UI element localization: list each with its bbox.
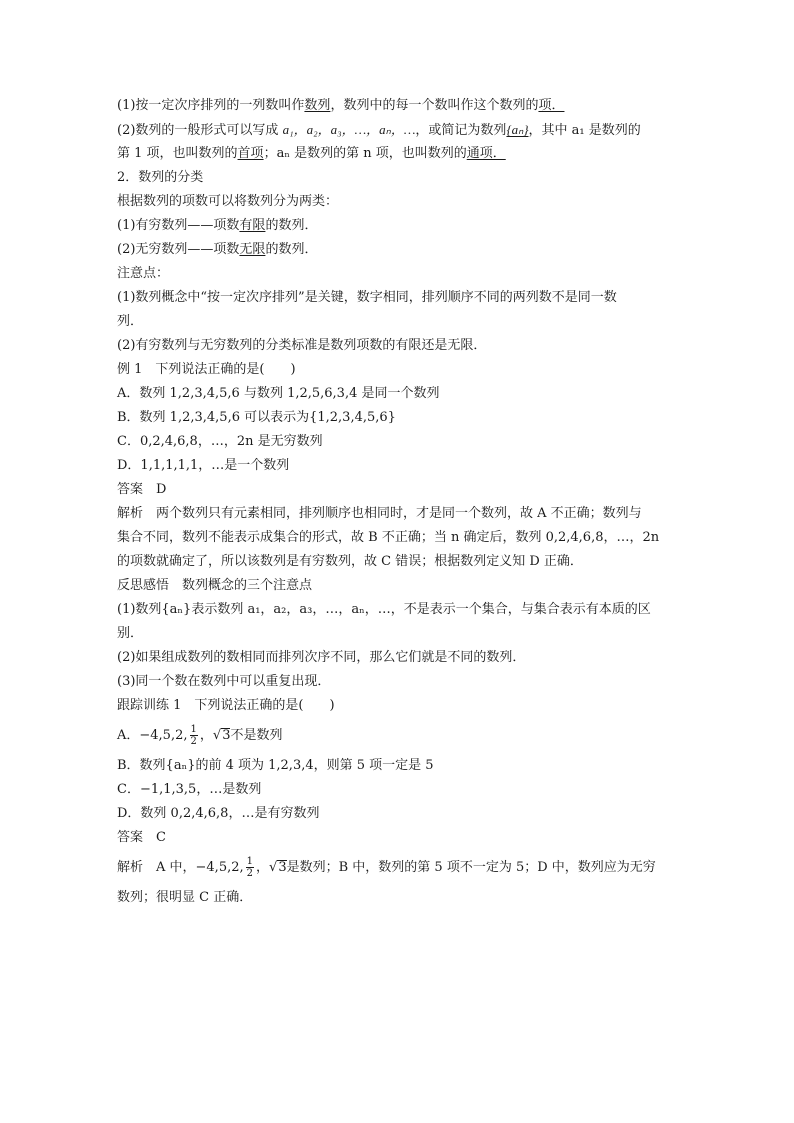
practice-explanation-cont: 数列；很明显 C 正确． [117,890,253,905]
definition-general-form-cont [117,142,685,166]
paragraph: 根据数列的项数可以将数列分为两类： [117,194,339,209]
numerator: 1 [246,856,253,867]
definition-sequence [117,94,685,118]
text: 解析 A 中，−4,5,2, [117,860,244,875]
text: (1)有穷数列——项数 [117,218,240,233]
practice-answer: 答案 C [117,830,166,845]
blank-answer-general-term: 通项． [466,146,506,161]
text: ；aₙ 是数列的第 n 项，也叫数列的 [263,146,467,161]
fraction [246,856,254,879]
sequence-terms: a₁，a₂，a₃，…，aₙ，… [282,122,416,137]
blank-answer-finite: 有限 [239,218,266,233]
example-explanation-cont: 的项数就确定了，所以该数列是有穷数列，故 C 错误；根据数列定义知 D 正确． [117,554,583,569]
note-item-1-cont: 列． [117,314,144,329]
text: 的数列． [265,242,318,257]
infinite-sequence-def [117,238,685,262]
reflection-item-2: (2)如果组成数列的数相同而排列次序不同，那么它们就是不同的数列． [117,650,526,665]
practice-option-b: B．数列{aₙ}的前 4 项为 1,2,3,4，则第 5 项一定是 5 [117,758,434,773]
note-item-2: (2)有穷数列与无穷数列的分类标准是数列项数的有限还是无限． [117,338,487,353]
text: 第 1 项，也叫数列的 [117,146,238,161]
reflection-item-1: (1)数列{aₙ}表示数列 a₁，a₂，a₃，…，aₙ，…，不是表示一个集合，与集合表示有本质的区 [117,602,651,617]
blank-answer-first-term: 首项 [237,146,264,161]
text: ，数列中的每一个数叫作这个数列的 [330,98,539,113]
example-option-c: C．0,2,4,6,8，…，2n 是无穷数列 [117,434,323,449]
text: (2)数列的一般形式可以写成 [117,123,283,138]
example-option-d: D．1,1,1,1,1，…是一个数列 [117,458,290,473]
blank-answer-infinite: 无限 [239,242,266,257]
text: ，或简记为数列 [415,123,507,138]
section-heading: 2．数列的分类 [117,170,204,185]
blank-answer-term: 项． [538,98,565,113]
sqrt-symbol: √ [212,728,222,743]
radicand: 3 [222,728,231,743]
example-explanation-cont: 集合不同，数列不能表示成集合的形式，故 B 不正确；当 n 确定后，数列 0,2,4,6,8，…，2n [117,530,660,545]
document-page [117,94,685,910]
text: (1)按一定次序排列的一列数叫作 [117,98,305,113]
text: (2)无穷数列——项数 [117,242,240,257]
note-title: 注意点： [117,266,170,281]
reflection-item-3: (3)同一个数在数列中可以重复出现． [117,674,331,689]
text: 不是数列 [230,728,283,743]
text: A．−4,5,2, [117,728,188,743]
text: ， [199,728,213,743]
finite-sequence-def [117,214,685,238]
example-option-a: A．数列 1,2,3,4,5,6 与数列 1,2,5,6,3,4 是同一个数列 [117,386,440,401]
text: 是数列；B 中，数列的第 5 项不一定为 5；D 中，数列应为无穷 [286,860,656,875]
text: 的数列． [265,218,318,233]
practice-option-a [117,718,685,754]
practice-explanation [117,850,685,886]
practice-option-c: C．−1,1,3,5，…是数列 [117,782,262,797]
radicand: 3 [278,860,287,875]
reflection-title: 反思感悟 数列概念的三个注意点 [117,578,313,593]
example-option-b: B．数列 1,2,3,4,5,6 可以表示为{1,2,3,4,5,6} [117,410,396,425]
denominator: 2 [190,736,197,747]
example-explanation: 解析 两个数列只有元素相同，排列顺序也相同时，才是同一个数列，故 A 不正确；数列与 [117,506,642,521]
example-title: 例 1 下列说法正确的是( ) [117,362,296,377]
numerator: 1 [190,724,197,735]
text: ，其中 a₁ 是数列的 [528,123,641,138]
practice-title: 跟踪训练 1 下列说法正确的是( ) [117,698,335,713]
example-answer: 答案 D [117,482,167,497]
practice-option-d: D．数列 0,2,4,6,8，…是有穷数列 [117,806,320,821]
note-item-1: (1)数列概念中“按一定次序排列”是关键，数字相同，排列顺序不同的两列数不是同一数 [117,290,617,305]
text: ， [256,860,270,875]
reflection-item-1-cont: 别． [117,626,144,641]
denominator: 2 [246,868,253,879]
fraction [190,724,198,747]
sqrt-symbol: √ [269,860,278,875]
definition-general-form [117,118,685,142]
blank-answer-notation: {aₙ} [506,122,529,137]
blank-answer-sequence: 数列 [304,98,331,113]
